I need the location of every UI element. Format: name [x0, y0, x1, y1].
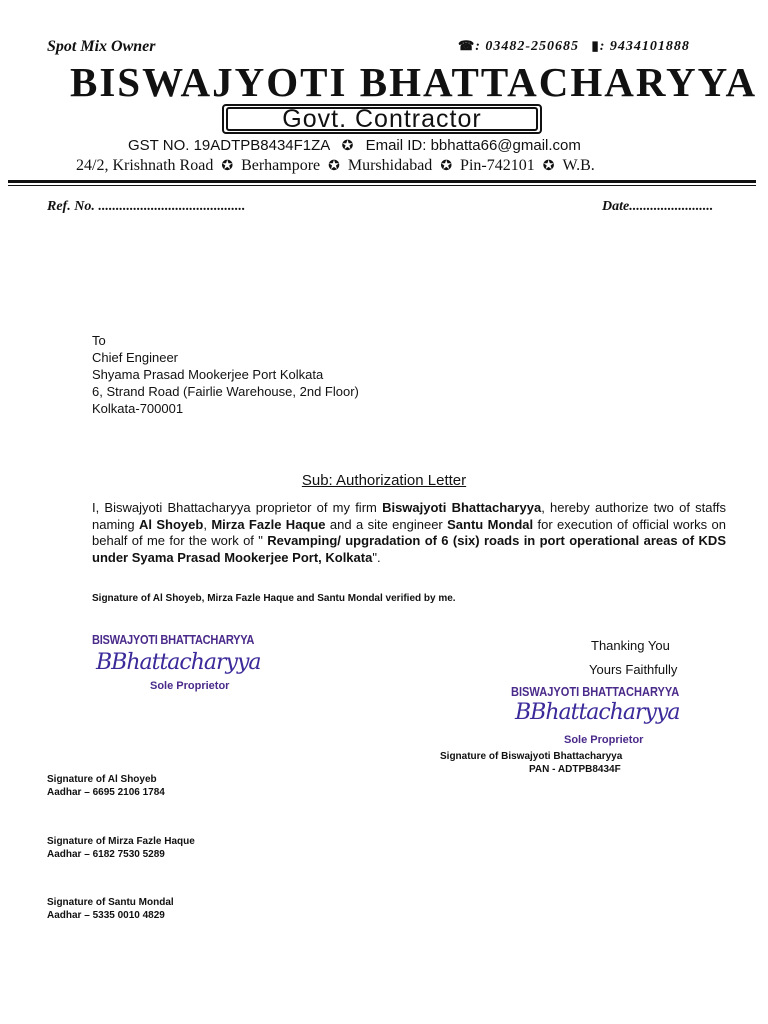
body-text: and a site engineer	[325, 516, 448, 532]
star-icon: ✪	[440, 159, 453, 174]
spot-mix-owner: Spot Mix Owner	[47, 38, 156, 55]
staff-signature-label: Signature of Santu Mondal	[47, 897, 174, 908]
recipient-line: Kolkata-700001	[92, 401, 184, 416]
firm-name: Biswajyoti Bhattacharyya	[382, 500, 542, 515]
stamp-role: Sole Proprietor	[150, 680, 230, 692]
star-icon: ✪	[328, 159, 340, 174]
staff-aadhar: Aadhar – 6695 2106 1784	[47, 787, 165, 798]
subject-line: Sub: Authorization Letter	[301, 472, 467, 489]
address-pin: Pin-742101	[460, 157, 535, 174]
work-description: Revamping/ upgradation of 6 (six) roads in port operational areas of KDS under Syama Prasad Mookerjee Port, Kolkata	[92, 533, 726, 565]
mobile-phone-icon: ▮	[591, 38, 600, 53]
gst-email-line	[128, 137, 581, 154]
address-line	[76, 157, 595, 175]
address-district: Murshidabad	[347, 157, 433, 174]
signer-pan: PAN - ADTPB8434F	[529, 764, 621, 775]
staff-signature-label: Signature of Al Shoyeb	[47, 774, 157, 785]
closing-thanks: Thanking You	[591, 638, 670, 653]
body-text: ,	[203, 516, 212, 532]
closing-yours: Yours Faithfully	[589, 662, 678, 677]
stamp-name: BISWAJYOTI BHATTACHARYYA	[92, 632, 255, 647]
stamp-role: Sole Proprietor	[564, 734, 644, 746]
star-icon: ✪	[341, 137, 354, 153]
recipient-line: 6, Strand Road (Fairlie Warehouse, 2nd Floor)	[92, 384, 359, 399]
stamp-name: BISWAJYOTI BHATTACHARYYA	[511, 684, 680, 699]
body-text: I, Biswajyoti Bhattacharyya proprietor of my firm	[92, 500, 383, 515]
body-text: ".	[372, 549, 381, 565]
address-state: W.B.	[562, 157, 595, 174]
staff-aadhar: Aadhar – 5335 0010 4829	[47, 910, 165, 921]
email-id: Email ID: bbhatta66@gmail.com	[365, 137, 581, 154]
letterhead-name: BISWAJYOTI BHATTACHARYYA	[70, 59, 758, 105]
body-text: for execution of official works on behalf of me for the work of "	[92, 516, 727, 548]
engineer-name: Santu Mondal	[447, 516, 534, 532]
staff-name: Al Shoyeb	[139, 516, 204, 532]
recipient-line: Shyama Prasad Mookerjee Port Kolkata	[92, 367, 324, 382]
address-street: 24/2, Krishnath Road	[76, 157, 214, 174]
handwritten-signature: BBhattacharyya	[515, 700, 680, 725]
star-icon: ✪	[542, 159, 555, 174]
landline-number: : 03482-250685	[475, 39, 580, 54]
staff-signature-label: Signature of Mirza Fazle Haque	[47, 836, 195, 847]
address-city: Berhampore	[241, 157, 321, 174]
letter-body	[92, 500, 726, 566]
header-rule-thin	[8, 185, 756, 186]
telephone-icon: ☎	[458, 38, 476, 53]
mobile-number: : 9434101888	[599, 39, 690, 54]
body-text: , hereby authorize two of staffs naming	[92, 500, 726, 532]
handwritten-signature: BBhattacharyya	[96, 650, 261, 675]
govt-contractor-title: Govt. Contractor	[226, 107, 538, 131]
staff-name: Mirza Fazle Haque	[211, 516, 326, 532]
verification-note: Signature of Al Shoyeb, Mirza Fazle Haque and Santu Mondal verified by me.	[92, 593, 456, 604]
recipient-line: Chief Engineer	[92, 350, 178, 365]
star-icon: ✪	[221, 159, 234, 174]
phone-numbers	[458, 38, 690, 55]
staff-aadhar: Aadhar – 6182 7530 5289	[47, 849, 165, 860]
ref-number-field: Ref. No. ..........................................	[47, 199, 246, 214]
signer-label: Signature of Biswajyoti Bhattacharyya	[440, 751, 623, 762]
date-field: Date........................	[602, 199, 714, 214]
gst-number: GST NO. 19ADTPB8434F1ZA	[128, 137, 330, 154]
recipient-line: To	[92, 333, 106, 348]
header-rule	[8, 180, 756, 183]
